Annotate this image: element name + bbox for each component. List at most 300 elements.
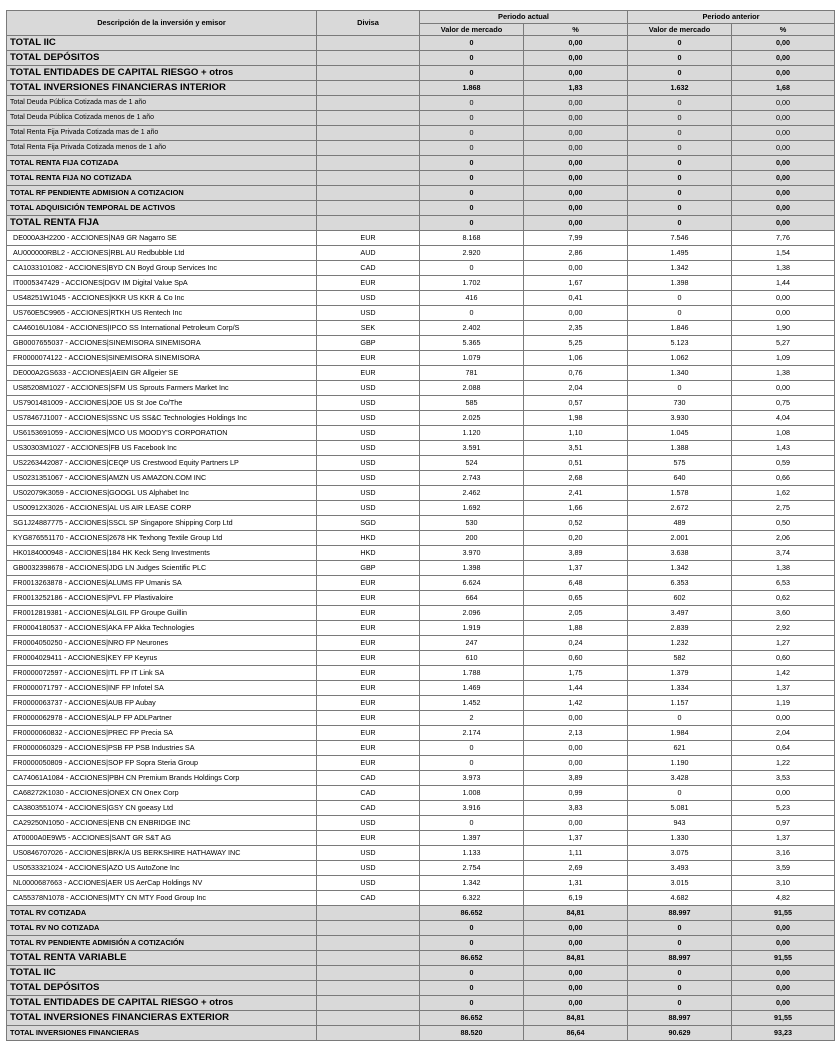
row-percent-current: 0,00 [524,96,628,111]
row-description: CA29250N1050 - ACCIONES|ENB CN ENBRIDGE INC [7,816,317,831]
row-percent-current: 3,89 [524,771,628,786]
row-percent-current: 1,66 [524,501,628,516]
row-currency [317,96,420,111]
row-currency: AUD [317,246,420,261]
row-currency: SGD [317,516,420,531]
row-description: GB0007655037 - ACCIONES|SINEMISORA SINEMISORA [7,336,317,351]
row-market-value-current: 0 [420,261,524,276]
row-description: TOTAL RENTA VARIABLE [7,951,317,966]
row-market-value-previous: 1.334 [628,681,732,696]
row-market-value-current: 0 [420,171,524,186]
row-percent-previous: 0,59 [732,456,835,471]
row-percent-current: 0,00 [524,111,628,126]
row-currency [317,996,420,1011]
row-market-value-current: 2.920 [420,246,524,261]
holding-row [7,366,835,381]
holding-row [7,621,835,636]
holding-row [7,681,835,696]
row-market-value-current: 2.754 [420,861,524,876]
row-percent-current: 2,68 [524,471,628,486]
row-percent-previous: 0,00 [732,141,835,156]
row-market-value-current: 2.025 [420,411,524,426]
row-percent-current: 0,00 [524,816,628,831]
row-currency [317,906,420,921]
row-market-value-previous: 0 [628,936,732,951]
row-percent-previous: 0,00 [732,156,835,171]
row-currency: EUR [317,711,420,726]
row-market-value-current: 0 [420,981,524,996]
row-percent-previous: 1,37 [732,681,835,696]
row-percent-previous: 0,00 [732,96,835,111]
row-currency: EUR [317,606,420,621]
row-percent-current: 1,98 [524,411,628,426]
row-market-value-previous: 1.846 [628,321,732,336]
row-percent-current: 0,00 [524,741,628,756]
row-percent-current: 0,00 [524,126,628,141]
row-percent-current: 3,51 [524,441,628,456]
row-market-value-previous: 2.001 [628,531,732,546]
row-description: TOTAL RENTA FIJA COTIZADA [7,156,317,171]
row-description: CA55378N1078 - ACCIONES|MTY CN MTY Food Group Inc [7,891,317,906]
row-market-value-current: 2.402 [420,321,524,336]
row-market-value-current: 1.120 [420,426,524,441]
row-description: TOTAL ENTIDADES DE CAPITAL RIESGO + otros [7,66,317,81]
row-market-value-previous: 0 [628,66,732,81]
holding-row [7,801,835,816]
row-description: Total Deuda Pública Cotizada menos de 1 año [7,111,317,126]
row-market-value-current: 200 [420,531,524,546]
row-market-value-previous: 3.638 [628,546,732,561]
row-market-value-current: 2.743 [420,471,524,486]
row-description: FR0012819381 - ACCIONES|ALGIL FP Groupe Guillin [7,606,317,621]
row-market-value-current: 2.096 [420,606,524,621]
row-market-value-previous: 1.342 [628,561,732,576]
row-description: FR0000072597 - ACCIONES|ITL FP IT Link SA [7,666,317,681]
holding-row [7,756,835,771]
row-currency: EUR [317,681,420,696]
row-description: DE000A3H2200 - ACCIONES|NA9 GR Nagarro SE [7,231,317,246]
row-percent-previous: 0,00 [732,981,835,996]
row-percent-current: 2,86 [524,246,628,261]
row-percent-current: 84,81 [524,1011,628,1026]
row-description: FR0013263878 - ACCIONES|ALUMS FP Umanis SA [7,576,317,591]
row-description: SG1J24887775 - ACCIONES|SSCL SP Singapore Shipping Corp Ltd [7,516,317,531]
holding-row [7,231,835,246]
row-percent-current: 2,41 [524,486,628,501]
total-row [7,126,835,141]
row-percent-current: 84,81 [524,951,628,966]
row-market-value-current: 1.692 [420,501,524,516]
holding-row [7,666,835,681]
holding-row [7,246,835,261]
row-percent-previous: 0,00 [732,201,835,216]
row-percent-previous: 5,27 [732,336,835,351]
row-percent-previous: 1,54 [732,246,835,261]
row-currency: USD [317,291,420,306]
row-percent-previous: 0,66 [732,471,835,486]
row-market-value-previous: 0 [628,111,732,126]
holding-row [7,561,835,576]
row-market-value-current: 86.652 [420,906,524,921]
row-description: US0846707026 - ACCIONES|BRK/A US BERKSHIRE HATHAWAY INC [7,846,317,861]
row-currency [317,111,420,126]
row-percent-previous: 1,68 [732,81,835,96]
row-market-value-current: 0 [420,126,524,141]
row-market-value-current: 0 [420,201,524,216]
row-percent-current: 0,00 [524,141,628,156]
row-description: US02079K3059 - ACCIONES|GOOGL US Alphabet Inc [7,486,317,501]
row-percent-current: 0,00 [524,51,628,66]
row-currency [317,186,420,201]
row-description: TOTAL RENTA FIJA NO COTIZADA [7,171,317,186]
holding-row [7,471,835,486]
row-description: US0533321024 - ACCIONES|AZO US AutoZone Inc [7,861,317,876]
row-description: TOTAL ENTIDADES DE CAPITAL RIESGO + otros [7,996,317,1011]
row-percent-current: 1,11 [524,846,628,861]
row-market-value-current: 0 [420,186,524,201]
row-market-value-current: 1.788 [420,666,524,681]
holding-row [7,381,835,396]
row-percent-current: 0,00 [524,966,628,981]
row-description: DE000A2GS633 - ACCIONES|AEIN GR Allgeier SE [7,366,317,381]
row-currency: HKD [317,546,420,561]
row-currency [317,951,420,966]
row-percent-current: 0,00 [524,996,628,1011]
row-description: CA1033101082 - ACCIONES|BYD CN Boyd Group Services Inc [7,261,317,276]
holding-row [7,306,835,321]
table-header [7,11,835,36]
holding-row [7,846,835,861]
row-market-value-current: 0 [420,996,524,1011]
row-market-value-current: 0 [420,111,524,126]
row-currency: USD [317,456,420,471]
row-currency: USD [317,486,420,501]
row-description: TOTAL RENTA FIJA [7,216,317,231]
row-percent-current: 0,20 [524,531,628,546]
row-description: TOTAL RF PENDIENTE ADMISION A COTIZACION [7,186,317,201]
row-market-value-previous: 1.232 [628,636,732,651]
row-description: AT0000A0E9W5 - ACCIONES|SANT GR S&T AG [7,831,317,846]
row-percent-previous: 0,00 [732,186,835,201]
row-description: FR0004050250 - ACCIONES|NRO FP Neurones [7,636,317,651]
row-currency: EUR [317,726,420,741]
row-market-value-current: 524 [420,456,524,471]
row-percent-current: 1,75 [524,666,628,681]
row-market-value-previous: 1.190 [628,756,732,771]
row-percent-current: 84,81 [524,906,628,921]
row-market-value-previous: 7.546 [628,231,732,246]
row-currency [317,66,420,81]
total-row [7,171,835,186]
holding-row [7,276,835,291]
row-percent-current: 0,00 [524,171,628,186]
holding-row [7,291,835,306]
row-market-value-current: 1.398 [420,561,524,576]
holding-row [7,396,835,411]
row-percent-previous: 91,55 [732,1011,835,1026]
row-percent-previous: 3,60 [732,606,835,621]
holding-row [7,501,835,516]
row-currency [317,51,420,66]
row-market-value-current: 6.624 [420,576,524,591]
row-description: CA46016U1084 - ACCIONES|IPCO SS International Petroleum Corp/S [7,321,317,336]
row-market-value-previous: 2.839 [628,621,732,636]
row-percent-current: 2,69 [524,861,628,876]
row-percent-current: 0,00 [524,936,628,951]
row-market-value-current: 0 [420,66,524,81]
row-currency: HKD [317,531,420,546]
row-percent-current: 0,76 [524,366,628,381]
row-currency: USD [317,471,420,486]
row-market-value-current: 1.079 [420,351,524,366]
row-description: FR0004029411 - ACCIONES|KEY FP Keyrus [7,651,317,666]
row-description: TOTAL RV PENDIENTE ADMISIÓN A COTIZACIÓN [7,936,317,951]
row-percent-previous: 0,00 [732,51,835,66]
row-currency: SEK [317,321,420,336]
row-market-value-current: 1.702 [420,276,524,291]
row-percent-previous: 3,74 [732,546,835,561]
row-market-value-previous: 1.062 [628,351,732,366]
row-currency: CAD [317,891,420,906]
holding-row [7,486,835,501]
row-market-value-current: 1.397 [420,831,524,846]
row-percent-current: 7,99 [524,231,628,246]
row-currency [317,216,420,231]
holding-row [7,351,835,366]
investment-table [6,10,835,1041]
row-percent-previous: 2,75 [732,501,835,516]
row-currency [317,156,420,171]
total-row [7,996,835,1011]
row-market-value-current: 0 [420,966,524,981]
row-percent-previous: 0,00 [732,936,835,951]
row-currency: CAD [317,786,420,801]
row-percent-current: 6,48 [524,576,628,591]
row-market-value-current: 3.916 [420,801,524,816]
row-percent-current: 0,00 [524,306,628,321]
row-market-value-current: 416 [420,291,524,306]
row-market-value-previous: 730 [628,396,732,411]
total-row [7,66,835,81]
total-row [7,186,835,201]
row-currency: USD [317,816,420,831]
row-market-value-previous: 1.388 [628,441,732,456]
row-description: FR0000062978 - ACCIONES|ALP FP ADLPartner [7,711,317,726]
holding-row [7,876,835,891]
row-market-value-previous: 0 [628,291,732,306]
row-currency [317,36,420,51]
holding-row [7,336,835,351]
holding-row [7,591,835,606]
row-percent-current: 0,00 [524,756,628,771]
total-row [7,966,835,981]
row-percent-current: 0,00 [524,921,628,936]
row-description: CA74061A1084 - ACCIONES|PBH CN Premium Brands Holdings Corp [7,771,317,786]
row-currency [317,966,420,981]
row-percent-current: 2,35 [524,321,628,336]
row-description: Total Renta Fija Privada Cotizada mas de 1 año [7,126,317,141]
row-percent-previous: 5,23 [732,801,835,816]
row-percent-previous: 0,00 [732,66,835,81]
row-currency: EUR [317,741,420,756]
row-percent-previous: 0,50 [732,516,835,531]
row-market-value-previous: 88.997 [628,1011,732,1026]
row-currency: USD [317,876,420,891]
row-market-value-previous: 0 [628,96,732,111]
total-row [7,156,835,171]
row-percent-current: 0,00 [524,201,628,216]
row-currency: EUR [317,666,420,681]
row-currency: USD [317,306,420,321]
holding-row [7,771,835,786]
row-currency [317,1026,420,1041]
row-percent-previous: 1,37 [732,831,835,846]
row-description: US760E5C9965 - ACCIONES|RTKH US Rentech Inc [7,306,317,321]
row-percent-previous: 1,08 [732,426,835,441]
total-row [7,96,835,111]
holding-row [7,651,835,666]
row-description: FR0000071797 - ACCIONES|INF FP Infotel SA [7,681,317,696]
row-market-value-current: 0 [420,816,524,831]
row-currency [317,921,420,936]
row-percent-previous: 0,00 [732,306,835,321]
total-row [7,111,835,126]
row-market-value-current: 2 [420,711,524,726]
row-percent-previous: 3,10 [732,876,835,891]
row-market-value-current: 0 [420,216,524,231]
row-market-value-previous: 1.330 [628,831,732,846]
row-description: TOTAL RV COTIZADA [7,906,317,921]
row-percent-current: 1,31 [524,876,628,891]
row-market-value-current: 0 [420,921,524,936]
row-description: TOTAL INVERSIONES FINANCIERAS EXTERIOR [7,1011,317,1026]
row-market-value-previous: 0 [628,381,732,396]
row-description: TOTAL IIC [7,36,317,51]
row-currency: EUR [317,231,420,246]
row-market-value-previous: 1.340 [628,366,732,381]
row-market-value-current: 0 [420,141,524,156]
row-description: TOTAL RV NO COTIZADA [7,921,317,936]
row-market-value-previous: 1.379 [628,666,732,681]
row-market-value-current: 5.365 [420,336,524,351]
row-percent-previous: 3,59 [732,861,835,876]
row-percent-current: 1,44 [524,681,628,696]
row-percent-previous: 91,55 [732,906,835,921]
row-currency: EUR [317,366,420,381]
row-currency: USD [317,846,420,861]
row-percent-previous: 3,16 [732,846,835,861]
header-market-value-current: Valor de mercado [420,24,524,36]
row-description: US2263442087 - ACCIONES|CEQP US Crestwood Equity Partners LP [7,456,317,471]
row-market-value-previous: 3.428 [628,771,732,786]
total-row [7,936,835,951]
row-percent-previous: 0,00 [732,381,835,396]
row-market-value-previous: 1.045 [628,426,732,441]
row-percent-previous: 0,60 [732,651,835,666]
row-market-value-current: 86.652 [420,951,524,966]
row-percent-previous: 1,38 [732,366,835,381]
row-percent-current: 0,00 [524,261,628,276]
header-current-period: Periodo actual [420,11,628,24]
row-description: CA68272K1030 - ACCIONES|ONEX CN Onex Corp [7,786,317,801]
row-market-value-previous: 3.075 [628,846,732,861]
row-description: NL0000687663 - ACCIONES|AER US AerCap Holdings NV [7,876,317,891]
row-percent-current: 0,00 [524,216,628,231]
row-market-value-previous: 0 [628,216,732,231]
row-market-value-previous: 5.123 [628,336,732,351]
row-percent-previous: 0,00 [732,171,835,186]
row-market-value-previous: 1.398 [628,276,732,291]
row-market-value-current: 3.591 [420,441,524,456]
row-market-value-current: 0 [420,936,524,951]
row-percent-current: 1,37 [524,561,628,576]
row-currency: EUR [317,591,420,606]
row-market-value-current: 664 [420,591,524,606]
row-percent-previous: 0,00 [732,111,835,126]
total-row [7,216,835,231]
holding-row [7,816,835,831]
holding-row [7,546,835,561]
row-market-value-current: 86.652 [420,1011,524,1026]
row-percent-previous: 4,04 [732,411,835,426]
row-percent-previous: 0,97 [732,816,835,831]
total-row [7,141,835,156]
row-market-value-current: 0 [420,756,524,771]
row-description: TOTAL ADQUISICIÓN TEMPORAL DE ACTIVOS [7,201,317,216]
row-percent-previous: 0,00 [732,921,835,936]
row-market-value-previous: 3.493 [628,861,732,876]
row-percent-current: 0,24 [524,636,628,651]
row-market-value-current: 1.919 [420,621,524,636]
row-percent-previous: 0,00 [732,126,835,141]
row-currency: EUR [317,636,420,651]
row-currency: CAD [317,771,420,786]
row-percent-previous: 0,62 [732,591,835,606]
row-market-value-current: 2.174 [420,726,524,741]
holding-row [7,786,835,801]
row-description: US0231351067 - ACCIONES|AMZN US AMAZON.COM INC [7,471,317,486]
row-currency: EUR [317,651,420,666]
row-market-value-previous: 88.997 [628,906,732,921]
row-description: US30303M1027 - ACCIONES|FB US Facebook Inc [7,441,317,456]
row-market-value-previous: 1.342 [628,261,732,276]
row-percent-current: 0,41 [524,291,628,306]
row-description: FR0000063737 - ACCIONES|AUB FP Aubay [7,696,317,711]
row-description: TOTAL IIC [7,966,317,981]
row-currency: CAD [317,801,420,816]
row-description: KYG876551170 - ACCIONES|2678 HK Texhong Textile Group Ltd [7,531,317,546]
row-percent-previous: 3,53 [732,771,835,786]
row-currency [317,201,420,216]
row-market-value-previous: 1.984 [628,726,732,741]
row-market-value-previous: 0 [628,201,732,216]
row-percent-current: 1,67 [524,276,628,291]
total-row [7,51,835,66]
row-percent-current: 2,04 [524,381,628,396]
row-market-value-current: 1.133 [420,846,524,861]
row-percent-previous: 0,00 [732,216,835,231]
row-market-value-current: 2.462 [420,486,524,501]
row-currency: EUR [317,696,420,711]
row-description: FR0000060329 - ACCIONES|PSB FP PSB Industries SA [7,741,317,756]
row-currency [317,936,420,951]
row-market-value-current: 2.088 [420,381,524,396]
row-market-value-previous: 3.497 [628,606,732,621]
row-percent-previous: 1,38 [732,261,835,276]
holding-row [7,726,835,741]
total-row [7,921,835,936]
row-percent-previous: 7,76 [732,231,835,246]
